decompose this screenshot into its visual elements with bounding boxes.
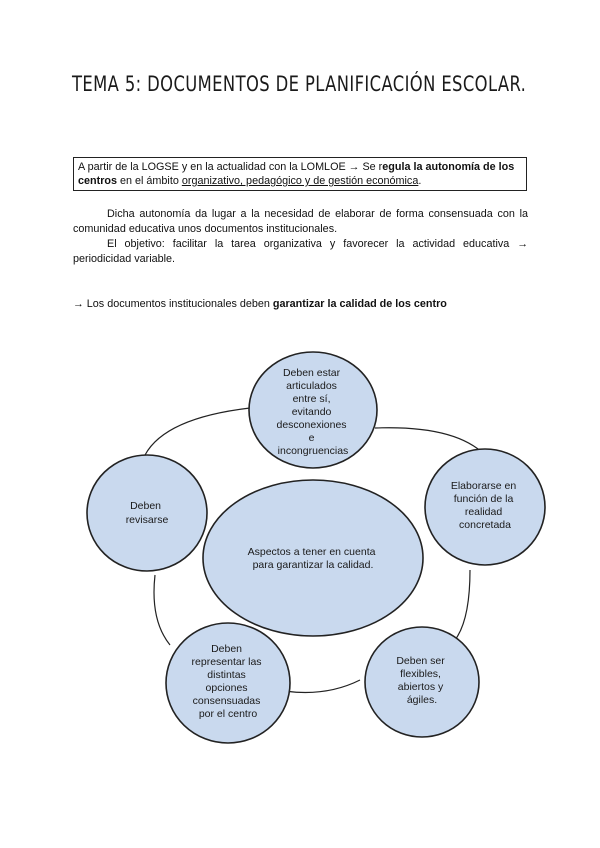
node-bottom-right-line: abiertos y	[397, 681, 444, 693]
key-statement-bold: egula la autonomía de los centros	[78, 161, 515, 187]
node-bottom-left-line: distintas	[207, 669, 246, 681]
quality-note-bold: garantizar la calidad de los centro	[272, 298, 447, 310]
node-center-line: para garantizar la calidad.	[252, 559, 374, 571]
node-top-line: entre sí,	[292, 393, 331, 405]
node-bottom-left-line: Deben	[211, 643, 243, 655]
node-right-line: Elaborarse en	[450, 480, 517, 492]
link-left-top	[145, 408, 250, 455]
node-center-line: Aspectos a tener en cuenta	[247, 546, 376, 558]
node-top-line: e	[308, 432, 315, 444]
paragraph-autonomy: Dicha autonomía da lugar a la necesidad de elaborar de forma consensuada con la comunidad educativa unos documentos institucionales.	[73, 208, 528, 235]
key-statement-text: A partir de la LOGSE y en la actualidad con la LOMLOE → Se r	[78, 161, 383, 173]
node-left-line: revisarse	[125, 514, 169, 526]
page-title: TEMA 5: DOCUMENTOS DE PLANIFICACIÓN ESCOLAR.	[72, 72, 527, 96]
node-bottom-right-line: flexibles,	[400, 668, 441, 680]
node-bottom-right-line: Deben ser	[396, 655, 445, 667]
node-left	[87, 455, 207, 571]
node-bottom-left-line: representar las	[191, 656, 262, 668]
node-top-line: articulados	[286, 380, 337, 392]
node-bottom-left-line: consensuadas	[192, 695, 261, 707]
key-statement-text-2: en el ámbito	[117, 175, 182, 187]
node-bottom-left-line: por el centro	[198, 708, 258, 720]
node-right-line: función de la	[453, 493, 514, 505]
node-bottom-left-line: opciones	[205, 682, 248, 694]
link-right-bottomright	[455, 570, 470, 640]
node-right-line: realidad	[464, 506, 503, 518]
link-bottomleft-left	[154, 575, 170, 645]
node-right-line: concretada	[459, 519, 511, 531]
node-center-label	[248, 546, 379, 571]
key-statement-underlined: organizativo, pedagógico y de gestión económica	[181, 175, 419, 187]
paragraph-objective: El objetivo: facilitar la tarea organizativa y favorecer la actividad educativa → periodicidad variable.	[73, 238, 528, 265]
node-center	[203, 480, 423, 636]
node-bottom-right-line: ágiles.	[406, 694, 438, 706]
node-top-line: desconexiones	[276, 419, 347, 431]
node-top-line: evitando	[291, 406, 332, 418]
node-top-line: Deben estar	[282, 367, 341, 379]
node-top-line: incongruencias	[277, 445, 349, 457]
quality-note-text: → Los documentos institucionales deben	[73, 298, 273, 310]
key-statement-end: .	[418, 175, 422, 187]
node-left-line: Deben	[130, 500, 162, 512]
